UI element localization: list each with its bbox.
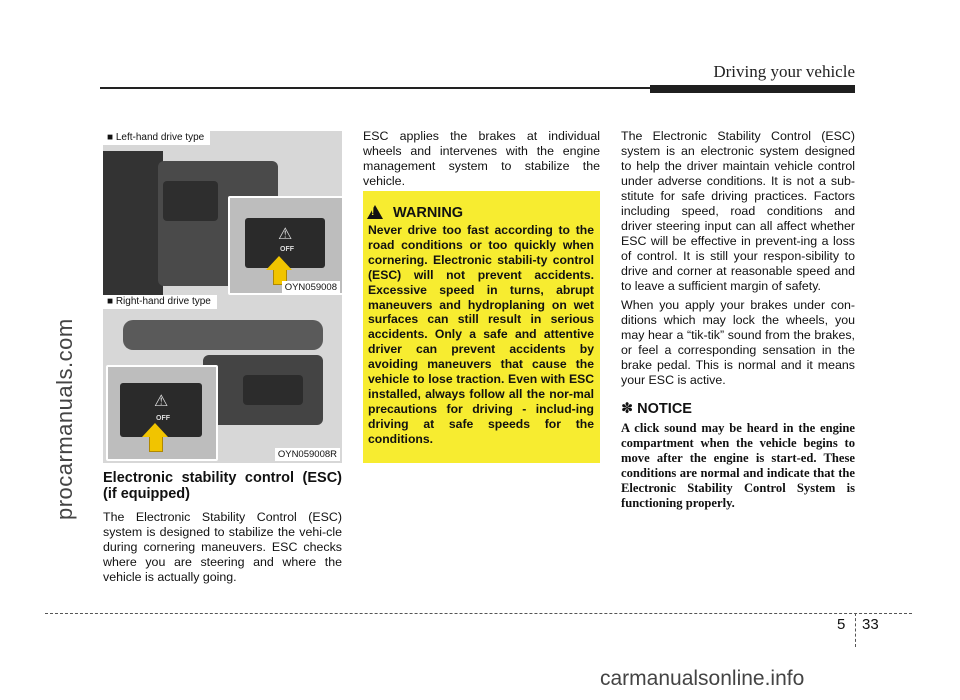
footer-rule <box>45 613 912 614</box>
figure-left-hand-drive <box>103 131 342 296</box>
esc-heading: Electronic stability control (ESC) (if equipped) <box>103 470 342 502</box>
off-text: OFF <box>156 415 170 422</box>
warning-box: ! WARNING Never drive too fast according to the road conditions or too quickly when cornering. Electronic stabili-ty control (ESC) will not prevent accidents. Excessive speed in turns, abrupt maneuvers and hydroplaning on wet surfaces can still result in serious accidents. Only a safe and attentive driver can prevent accidents by avoiding maneuvers that cause the vehicle to lose traction. Even with ESC installed, always follow all the nor-mal precautions for driving - includ-ing driving at safe speeds for the conditions. <box>363 191 600 463</box>
button-zoom-inset <box>106 365 218 461</box>
esc-description-paragraph: The Electronic Stability Control (ESC) system is an electronic system designed to help the driver maintain vehicle control under adverse conditions. It is not a sub-stitute for safe driving practices. Factors including speed, road conditions and driver steering input can all affect whether ESC will be effective in prevent-ing a loss of control. It is still your respon-sibility to drive and corner at reasonable speed and to leave a sufficient margin of safety. <box>621 129 855 293</box>
esc-intro-paragraph: The Electronic Stability Control (ESC) system is designed to stabilize the vehi-cle during cornering maneuvers. ESC checks where you are steering and where the vehicle is actually going. <box>103 510 342 584</box>
column-2 <box>363 129 600 193</box>
figure-code: OYN059008 <box>282 281 340 294</box>
side-watermark: procarmanuals.com <box>52 318 77 520</box>
footer-divider <box>855 613 856 647</box>
bottom-watermark: carmanualsonline.info <box>600 667 805 690</box>
figure-code: OYN059008R <box>275 448 340 461</box>
section-title: Driving your vehicle <box>713 62 855 81</box>
figure-label: ■ Right-hand drive type <box>103 295 217 309</box>
arrow-up-icon <box>266 256 292 270</box>
esc-applies-paragraph: ESC applies the brakes at individual wheels and intervenes with the engine management system to stabilize the vehicle. <box>363 129 600 188</box>
column-1 <box>103 470 342 589</box>
arrow-up-icon <box>142 423 168 437</box>
header-rule-thick <box>650 85 855 93</box>
figure-label: ■ Left-hand drive type <box>103 131 210 145</box>
esc-skid-icon: ⚠ <box>278 226 293 243</box>
figure-right-hand-drive <box>103 295 342 463</box>
notice-body: A click sound may be heard in the engine compartment when the vehicle begins to move after the engine is start-ed. These conditions are normal and indicate that the Electronic Stability Control System is functioning properly. <box>621 421 855 510</box>
chapter-number: 5 <box>837 616 846 633</box>
off-text: OFF <box>280 246 294 253</box>
esc-skid-icon: ⚠ <box>154 393 169 410</box>
column-3 <box>621 129 855 511</box>
warning-body: Never drive too fast according to the road conditions or too quickly when cornering. Electronic stabili-ty control (ESC) will not prevent accidents. Excessive speed in turns, abrupt maneuvers and hydroplaning on wet surfaces can still result in serious accidents. Only a safe and attentive driver can prevent accidents by avoiding maneuvers that cause the vehicle to lose traction. Even with ESC installed, always follow all the nor-mal precautions for driving - includ-ing driving at safe speeds for the conditions. <box>368 223 594 446</box>
header-rule <box>100 87 650 89</box>
page-number: 33 <box>862 616 879 633</box>
warning-title: WARNING <box>393 205 464 221</box>
esc-brake-paragraph: When you apply your brakes under con-ditions which may lock the wheels, you may hear a “tik-tik” sound from the brakes, or feel a corresponding sensation in the brake pedal. This is normal and it means your ESC is active. <box>621 298 855 387</box>
notice-title: ✽ NOTICE <box>621 401 692 417</box>
